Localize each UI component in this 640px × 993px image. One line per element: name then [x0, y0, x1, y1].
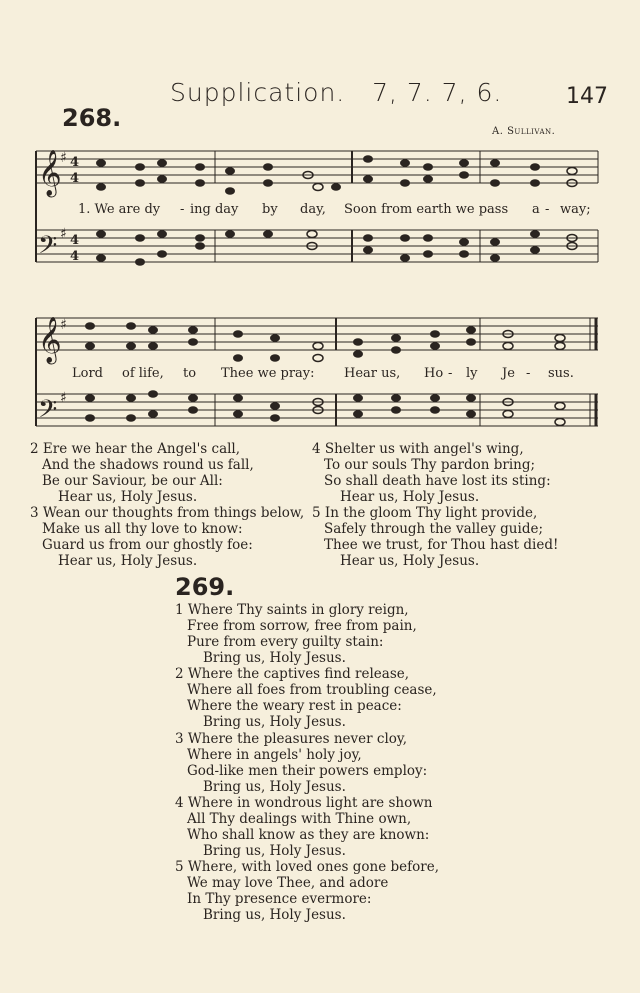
lyric-word: -: [526, 366, 531, 381]
bass-clef-icon: 𝄢: [38, 395, 58, 430]
verse-line: Hear us, Holy Jesus.: [340, 489, 480, 505]
verse-line: Bring us, Holy Jesus.: [203, 650, 346, 666]
verse-line: 5 In the gloom Thy light provide,: [312, 505, 538, 521]
verse-line: 3 Wean our thoughts from things below,: [30, 505, 305, 521]
verse-line: 3 Where the pleasures never cloy,: [175, 731, 408, 747]
verse-line: Hear us, Holy Jesus.: [58, 489, 198, 505]
hymn-268-number: 268.: [62, 104, 122, 132]
verse-line: Where all foes from troubling cease,: [187, 682, 437, 698]
stanza-4: [175, 795, 432, 859]
verse-line: 2 Ere we hear the Angel's call,: [30, 441, 241, 457]
verse-line: 5 Where, with loved ones gone before,: [175, 859, 440, 875]
lyric-word: to: [183, 366, 197, 381]
stanza-1: [175, 602, 417, 666]
lyric-word: Hear us,: [344, 366, 401, 381]
verse-line: Free from sorrow, free from pain,: [187, 618, 417, 634]
stanza-2: [175, 666, 437, 730]
svg-text:4: 4: [70, 171, 80, 186]
verse-line: 4 Shelter us with angel's wing,: [312, 441, 524, 457]
lyric-word: -: [448, 366, 453, 381]
verse-line: Who shall know as they are known:: [187, 827, 430, 843]
verse-line: So shall death have lost its sting:: [324, 473, 551, 489]
verse-line: Guard us from our ghostly foe:: [42, 537, 253, 553]
composer: A. Sullivan.: [492, 126, 556, 137]
verse-2: [30, 441, 254, 505]
verse-line: 4 Where in wondrous light are shown: [175, 795, 433, 811]
verse-line: Pure from every guilty stain:: [187, 634, 384, 650]
verse-line: Where the weary rest in peace:: [187, 698, 402, 714]
lyric-word: ly: [466, 366, 478, 381]
verse-line: And the shadows round us fall,: [42, 457, 254, 473]
verse-4: [312, 441, 551, 505]
lyric-word: way;: [560, 202, 591, 217]
lyric-word: 1. We are dy: [78, 202, 161, 217]
verse-line: God-like men their powers employ:: [187, 763, 428, 779]
verse-line: Be our Saviour, be our All:: [42, 473, 223, 489]
bass-clef-icon: 𝄢: [38, 231, 58, 266]
verse-line: All Thy dealings with Thine own,: [187, 811, 412, 827]
svg-text:4: 4: [70, 233, 80, 248]
lyric-word: Thee we pray:: [221, 366, 315, 381]
page-number: 147: [566, 84, 608, 109]
hymn-269-number: 269.: [175, 573, 235, 601]
treble-clef-icon: 𝄞: [38, 150, 62, 196]
lyric-word: Je: [502, 366, 515, 381]
sharp-icon: ♯: [60, 317, 67, 333]
verse-line: In Thy presence evermore:: [187, 891, 372, 907]
hymn-title: Supplication. 7, 7. 7, 6.: [170, 78, 503, 107]
stanza-5: [175, 859, 439, 923]
svg-text:4: 4: [70, 155, 80, 170]
sharp-icon: ♯: [60, 390, 67, 406]
lyric-word: -: [180, 202, 185, 217]
lyric-word: by: [262, 202, 278, 217]
staff-treble-1: [36, 151, 598, 183]
music-score: [0, 0, 640, 460]
lyric-word: Soon from earth we pass: [344, 202, 509, 217]
svg-text:4: 4: [70, 249, 80, 264]
treble-clef-icon: 𝄞: [38, 317, 62, 363]
verse-3: [30, 505, 304, 569]
verse-line: 2 Where the captives find release,: [175, 666, 410, 682]
stanza-3: [175, 731, 427, 795]
lyric-word: -: [545, 202, 550, 217]
lyric-word: ing day: [190, 202, 239, 217]
lyric-word: day,: [300, 202, 326, 217]
verse-line: Thee we trust, for Thou hast died!: [324, 537, 559, 553]
verse-line: Bring us, Holy Jesus.: [203, 779, 346, 795]
verse-line: Hear us, Holy Jesus.: [340, 553, 480, 569]
verse-line: Bring us, Holy Jesus.: [203, 714, 346, 730]
verse-line: Hear us, Holy Jesus.: [58, 553, 198, 569]
lyric-word: Ho: [424, 366, 444, 381]
sharp-icon: ♯: [60, 226, 67, 242]
verse-line: Where in angels' holy joy,: [187, 747, 362, 763]
verse-line: Bring us, Holy Jesus.: [203, 907, 346, 923]
verse-line: Safely through the valley guide;: [324, 521, 543, 537]
verse-line: 1 Where Thy saints in glory reign,: [175, 602, 409, 618]
lyric-word: a: [532, 202, 540, 217]
verse-line: To our souls Thy pardon bring;: [324, 457, 536, 473]
verse-5: [312, 505, 558, 569]
lyric-word: Lord: [72, 366, 103, 381]
verse-line: Bring us, Holy Jesus.: [203, 843, 346, 859]
verse-line: Make us all thy love to know:: [42, 521, 243, 537]
lyric-word: of life,: [122, 366, 164, 381]
lyric-word: sus.: [548, 366, 574, 381]
sharp-icon: ♯: [60, 150, 67, 166]
verse-line: We may love Thee, and adore: [187, 875, 389, 891]
